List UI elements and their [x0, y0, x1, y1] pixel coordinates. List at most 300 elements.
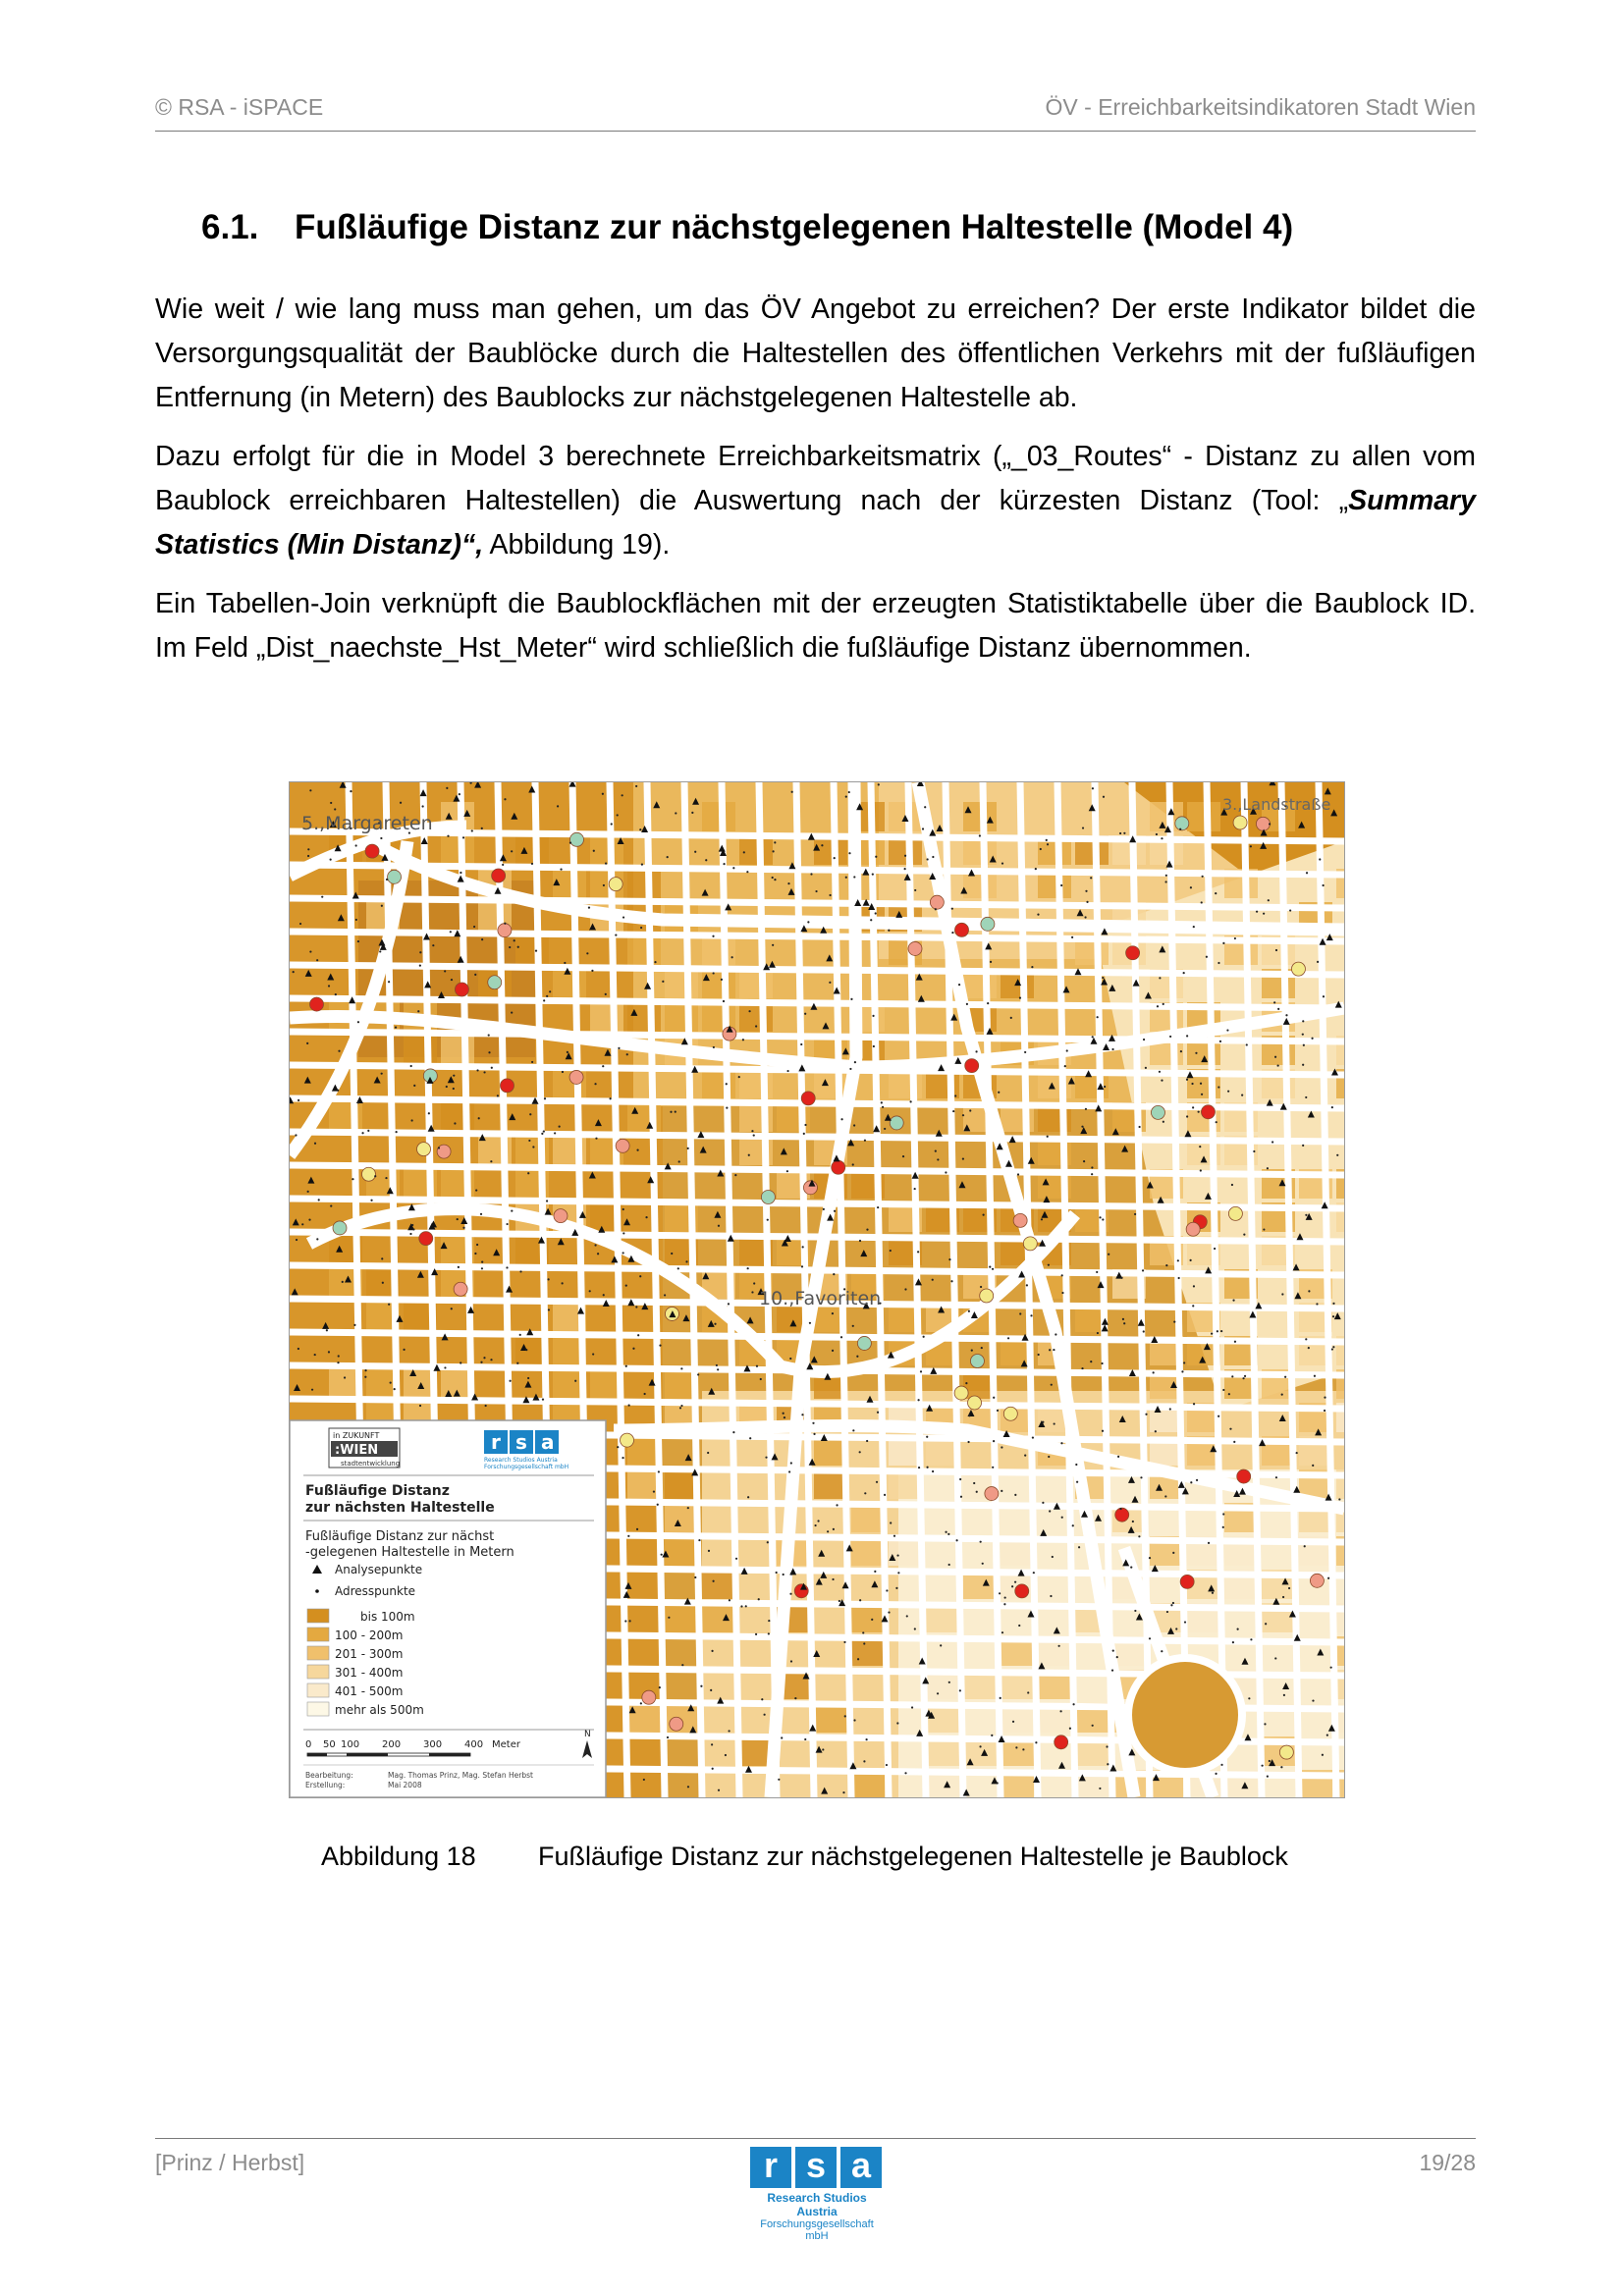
- legend-subtitle-1: Fußläufige Distanz zur nächst: [305, 1529, 495, 1544]
- address-point: [877, 1206, 879, 1208]
- address-point: [863, 1760, 865, 1762]
- address-point: [738, 1076, 740, 1078]
- address-point: [1145, 1067, 1147, 1069]
- address-point: [1324, 1397, 1325, 1399]
- address-point: [1200, 1083, 1202, 1085]
- address-point: [396, 1131, 398, 1133]
- address-point: [991, 1735, 993, 1736]
- address-point: [1051, 1384, 1053, 1386]
- address-point: [866, 1229, 868, 1231]
- address-point: [438, 1147, 440, 1148]
- address-point: [833, 1528, 835, 1530]
- map-block: [404, 1036, 437, 1065]
- address-point: [588, 907, 590, 909]
- address-point: [884, 1494, 886, 1496]
- address-point: [355, 919, 357, 921]
- address-point: [712, 1768, 714, 1770]
- address-point: [1047, 1136, 1049, 1138]
- address-point: [1303, 1044, 1305, 1046]
- address-point: [1190, 1481, 1192, 1483]
- bus-stop-marker: [1003, 1407, 1017, 1420]
- address-point: [960, 1496, 962, 1498]
- legend-swatch: [307, 1628, 329, 1641]
- bus-stop-marker: [365, 844, 379, 858]
- address-point: [446, 1086, 448, 1088]
- address-point: [1061, 1292, 1063, 1294]
- address-point: [474, 1253, 476, 1255]
- address-point: [1302, 1145, 1304, 1147]
- address-point: [321, 896, 323, 898]
- address-point: [834, 857, 836, 859]
- address-point: [873, 1045, 875, 1047]
- address-point: [726, 1083, 728, 1085]
- address-point: [1143, 1039, 1145, 1041]
- map-block: [441, 1036, 474, 1065]
- credit-value-2: Mai 2008: [388, 1781, 422, 1789]
- address-point: [923, 1336, 925, 1338]
- address-point: [1311, 1038, 1313, 1040]
- address-point: [1033, 1572, 1035, 1574]
- address-point: [480, 1362, 482, 1363]
- address-point: [821, 844, 823, 846]
- address-point: [592, 1353, 594, 1355]
- address-point: [764, 1714, 766, 1716]
- address-point: [309, 950, 311, 952]
- address-point: [832, 1350, 834, 1352]
- address-point: [1140, 1476, 1142, 1478]
- address-point: [748, 1010, 750, 1012]
- address-point: [1275, 949, 1277, 951]
- address-point: [1112, 1650, 1114, 1652]
- address-point: [403, 1349, 405, 1351]
- address-point: [595, 1138, 597, 1140]
- paragraph-2: [155, 435, 1476, 567]
- district-label-margareten: 5.,Margareten: [301, 813, 433, 834]
- address-point: [914, 889, 916, 891]
- address-point: [951, 908, 953, 910]
- address-point: [712, 1580, 714, 1582]
- address-point: [525, 1349, 527, 1351]
- address-point: [659, 1345, 661, 1347]
- legend-class-label: 201 - 300m: [335, 1647, 404, 1661]
- address-point: [992, 1268, 994, 1270]
- address-point: [1177, 1259, 1179, 1261]
- address-point: [458, 1266, 460, 1268]
- address-point: [476, 1244, 478, 1246]
- address-point: [293, 971, 295, 973]
- address-point: [593, 850, 595, 852]
- address-point: [982, 1563, 984, 1565]
- address-point: [460, 1362, 461, 1363]
- address-point: [1048, 1264, 1050, 1266]
- address-point: [1312, 1699, 1314, 1701]
- address-point: [462, 1227, 464, 1229]
- address-point: [1178, 1277, 1180, 1279]
- address-point: [950, 1280, 952, 1282]
- address-point: [884, 1128, 886, 1130]
- address-point: [962, 1114, 964, 1116]
- address-point: [854, 1061, 856, 1063]
- paragraph-1: Wie weit / wie lang muss man gehen, um das ÖV Angebot zu erreichen? Der erste Indikator bildet die Versorgungsqualität der Baublöcke durch die Haltestellen des öffentlichen Verkehrs mit der fußläufigen Entfernung (in Metern) des Baublocks zur nächstgelegenen Haltestelle ab.: [155, 294, 1476, 413]
- address-point: [412, 1228, 414, 1230]
- address-point: [382, 1282, 384, 1284]
- address-point: [1041, 1218, 1043, 1220]
- address-point: [680, 1405, 682, 1407]
- address-point: [1132, 1521, 1134, 1522]
- address-point: [574, 1380, 576, 1382]
- address-point: [979, 834, 981, 836]
- address-point: [965, 1382, 967, 1384]
- address-point: [1327, 1577, 1329, 1579]
- bus-stop-marker: [309, 997, 323, 1011]
- address-point: [625, 1285, 627, 1287]
- address-point: [1012, 1721, 1014, 1723]
- address-point: [1281, 1293, 1283, 1295]
- bus-stop-marker: [1233, 816, 1247, 829]
- address-point: [549, 990, 551, 992]
- address-point: [1215, 1773, 1217, 1775]
- address-point: [1149, 1557, 1151, 1559]
- address-point: [998, 1092, 1000, 1094]
- address-point: [529, 1113, 531, 1115]
- address-point: [1161, 1080, 1163, 1082]
- address-point: [823, 1208, 825, 1210]
- address-point: [1165, 1264, 1167, 1266]
- address-point: [509, 946, 511, 948]
- address-point: [1217, 1086, 1219, 1088]
- address-point: [444, 1366, 446, 1368]
- address-point: [542, 1399, 544, 1401]
- address-point: [1047, 843, 1049, 845]
- footer-divider: [155, 2138, 1476, 2139]
- address-point: [475, 1189, 477, 1191]
- address-point: [374, 1175, 376, 1177]
- address-point: [679, 1407, 681, 1409]
- legend-swatch: [307, 1683, 329, 1697]
- address-point: [554, 1132, 556, 1134]
- address-point: [872, 874, 874, 876]
- address-point: [644, 1393, 646, 1395]
- legend-panel: [290, 1420, 606, 1797]
- address-point: [622, 794, 623, 796]
- address-point: [1035, 1741, 1037, 1743]
- rsa-logo-a: a: [840, 2147, 882, 2188]
- address-point: [514, 939, 515, 941]
- bus-stop-marker: [890, 1116, 903, 1130]
- address-point: [952, 1110, 954, 1112]
- address-point: [444, 970, 446, 972]
- rsa-logo-line2: Forschungsgesellschaft mbH: [760, 2218, 874, 2242]
- address-point: [1186, 1079, 1188, 1081]
- address-point: [330, 1204, 332, 1206]
- address-point: [875, 912, 877, 914]
- wien-logo-sub: stadtentwicklung: [341, 1460, 401, 1468]
- address-point: [871, 1619, 873, 1621]
- map-block: [665, 1536, 698, 1566]
- address-point: [1061, 1274, 1063, 1276]
- address-point: [1090, 877, 1092, 879]
- paragraph-2-text-a: Dazu erfolgt für die in Model 3 berechnete Erreichbarkeitsmatrix („_03_Routes“ - Distanz zu allen vom Baublock erreichbaren Haltestellen) die Auswertung nach der kürzesten Distanz (Tool: „: [155, 441, 1476, 516]
- bus-stop-marker: [1237, 1469, 1251, 1483]
- address-point: [483, 1071, 485, 1073]
- address-point: [1153, 1371, 1155, 1373]
- address-point: [904, 868, 906, 870]
- address-point: [1058, 1645, 1060, 1647]
- address-point: [713, 972, 715, 974]
- address-point: [917, 1399, 919, 1401]
- address-point: [543, 999, 545, 1001]
- bus-stop-marker: [1115, 1508, 1129, 1522]
- address-point: [535, 949, 537, 951]
- address-point: [947, 1533, 949, 1535]
- address-point: [968, 1415, 970, 1416]
- address-point: [605, 993, 607, 995]
- address-point: [751, 1130, 753, 1132]
- address-point: [1123, 1322, 1125, 1324]
- address-point: [318, 1199, 320, 1201]
- address-point: [1308, 1347, 1310, 1349]
- address-point: [1274, 1657, 1276, 1659]
- address-point: [597, 1253, 599, 1255]
- bus-stop-marker: [1013, 1213, 1027, 1227]
- address-point: [1250, 1638, 1252, 1640]
- legend-rsa-a: a: [541, 1430, 555, 1454]
- address-point: [697, 1373, 699, 1375]
- bus-stop-marker: [419, 1232, 433, 1246]
- address-point: [602, 1065, 604, 1067]
- scale-tick-100: 100: [341, 1739, 360, 1750]
- address-point: [904, 855, 906, 857]
- address-point: [1199, 1146, 1201, 1148]
- address-point: [776, 1572, 778, 1574]
- address-point: [1053, 1349, 1055, 1351]
- address-point: [975, 1050, 977, 1052]
- address-point: [419, 951, 421, 953]
- address-point: [1026, 1284, 1028, 1286]
- address-point: [787, 882, 789, 884]
- address-point: [966, 1003, 968, 1005]
- address-point: [1099, 1216, 1101, 1218]
- address-point: [1193, 1285, 1195, 1287]
- address-point: [1138, 1535, 1140, 1537]
- address-point: [735, 1558, 737, 1560]
- address-point: [1234, 937, 1236, 939]
- rsa-logo-boxes: [750, 2147, 884, 2188]
- bus-stop-marker: [1055, 1735, 1068, 1749]
- address-point: [840, 1336, 842, 1338]
- address-point: [1072, 1703, 1074, 1705]
- address-point: [1242, 1377, 1244, 1379]
- scale-tick-300: 300: [423, 1739, 443, 1750]
- address-point: [1222, 942, 1224, 944]
- address-point: [1332, 1315, 1334, 1317]
- paragraph-3: Ein Tabellen-Join verknüpft die Baublockflächen mit der erzeugten Statistiktabelle über die Baublock ID. Im Feld „Dist_naechste_Hst_Meter“ wird schließlich die fußläufige Distanz übernommen.: [155, 588, 1476, 664]
- bus-stop-marker: [609, 878, 622, 891]
- address-point: [485, 1405, 487, 1407]
- address-point: [611, 823, 613, 825]
- address-point: [1175, 1628, 1177, 1629]
- address-point: [640, 927, 642, 929]
- address-point: [1172, 1602, 1174, 1604]
- address-point: [844, 1715, 846, 1717]
- address-point: [1296, 1452, 1298, 1454]
- address-point: [379, 950, 381, 952]
- address-point: [888, 1611, 890, 1613]
- address-point: [1111, 1048, 1113, 1050]
- address-point: [1269, 823, 1271, 825]
- address-point: [886, 1764, 888, 1766]
- address-point: [1086, 901, 1088, 903]
- address-point: [848, 852, 850, 854]
- address-point: [659, 1686, 661, 1688]
- address-point: [717, 1368, 719, 1370]
- address-point: [589, 1290, 591, 1292]
- address-point: [1040, 848, 1042, 850]
- address-point: [364, 1376, 366, 1378]
- address-point: [1232, 1299, 1234, 1301]
- address-point: [1072, 1524, 1074, 1526]
- address-point: [1060, 1442, 1062, 1444]
- address-point: [381, 905, 383, 907]
- address-point: [1280, 1766, 1282, 1768]
- address-point: [357, 1101, 359, 1103]
- address-point: [999, 1592, 1001, 1594]
- address-point: [390, 1382, 392, 1384]
- bus-stop-marker: [437, 1145, 451, 1158]
- map-block: [702, 935, 735, 965]
- address-point: [1082, 827, 1084, 828]
- address-point: [1091, 1166, 1093, 1168]
- legend-class-label: 301 - 400m: [335, 1666, 404, 1680]
- address-point: [342, 1281, 344, 1283]
- address-point: [1243, 1234, 1245, 1236]
- address-point: [731, 956, 733, 958]
- address-point: [1064, 1065, 1066, 1067]
- address-point: [1193, 1403, 1195, 1405]
- address-point: [772, 877, 774, 879]
- address-point: [1208, 1542, 1210, 1544]
- address-point: [813, 1433, 815, 1435]
- address-point: [385, 1177, 387, 1179]
- address-point: [1042, 1421, 1044, 1423]
- address-point: [1143, 1330, 1145, 1332]
- legend-swatch: [307, 1665, 329, 1679]
- address-point: [511, 1011, 513, 1013]
- address-point: [1122, 1318, 1124, 1320]
- legend-rsa-s: s: [515, 1430, 527, 1454]
- address-point: [927, 858, 929, 860]
- address-point: [897, 1572, 899, 1574]
- address-point: [1119, 1508, 1121, 1510]
- bus-stop-marker: [1291, 962, 1305, 976]
- address-point: [728, 1303, 730, 1305]
- address-point: [306, 1042, 308, 1044]
- address-point: [945, 1531, 947, 1533]
- address-point: [840, 1118, 842, 1120]
- address-point: [1220, 1330, 1222, 1332]
- address-point: [602, 793, 604, 795]
- address-point: [728, 1730, 730, 1732]
- address-point: [1275, 1476, 1277, 1478]
- address-point: [1149, 1637, 1151, 1639]
- address-point: [958, 984, 960, 986]
- address-point: [1237, 1629, 1239, 1630]
- address-point: [767, 1541, 769, 1543]
- address-point: [632, 1348, 634, 1350]
- address-point: [1161, 1650, 1163, 1652]
- address-point: [394, 1388, 396, 1390]
- address-point: [732, 1431, 734, 1433]
- address-point: [1001, 862, 1003, 864]
- legend-class-label: 401 - 500m: [335, 1684, 404, 1698]
- address-point: [1263, 1228, 1265, 1230]
- address-point: [307, 855, 309, 857]
- address-point: [1284, 1376, 1286, 1378]
- address-point: [781, 1736, 783, 1738]
- address-point: [1161, 837, 1163, 839]
- address-point: [510, 1380, 512, 1382]
- rsa-logo: [750, 2147, 884, 2242]
- address-point: [622, 1252, 624, 1254]
- address-point: [687, 1786, 689, 1788]
- address-point: [862, 1631, 864, 1633]
- address-point: [361, 1132, 363, 1134]
- address-point: [1092, 1725, 1094, 1727]
- address-point: [1206, 956, 1208, 958]
- address-point: [328, 985, 330, 987]
- address-point: [1138, 1126, 1140, 1128]
- address-point: [1233, 1441, 1235, 1443]
- address-point: [1164, 1495, 1166, 1497]
- address-point: [353, 1324, 355, 1326]
- address-point: [708, 1550, 710, 1552]
- address-point: [836, 1504, 838, 1506]
- address-point: [622, 916, 624, 918]
- address-point: [1061, 1517, 1063, 1519]
- address-point: [1031, 966, 1033, 968]
- address-point: [857, 1658, 859, 1660]
- section-title: Fußläufige Distanz zur nächstgelegenen Haltestelle (Model 4): [295, 208, 1294, 246]
- address-point: [1169, 1036, 1171, 1038]
- address-point: [662, 981, 664, 983]
- address-point: [932, 1470, 934, 1472]
- address-point: [740, 1605, 742, 1607]
- address-point: [636, 1148, 638, 1150]
- address-point: [457, 1218, 459, 1220]
- address-point: [848, 791, 850, 793]
- address-point: [804, 1124, 806, 1126]
- bus-stop-marker: [616, 1139, 629, 1152]
- address-point: [822, 1748, 824, 1750]
- address-point: [1323, 995, 1325, 997]
- address-point: [1030, 1314, 1032, 1316]
- legend-title-2: zur nächsten Haltestelle: [305, 1500, 495, 1516]
- address-point: [1024, 1454, 1026, 1456]
- map-block: [441, 835, 474, 865]
- address-point: [658, 1470, 660, 1472]
- map-roundabout: [1128, 1658, 1242, 1772]
- address-point: [1312, 1465, 1314, 1467]
- address-point: [815, 890, 817, 892]
- address-point: [1106, 1745, 1108, 1747]
- address-point: [969, 1109, 971, 1111]
- address-point: [1308, 1290, 1310, 1292]
- address-point: [1322, 1754, 1324, 1756]
- address-point: [748, 1154, 750, 1156]
- bus-stop-marker: [362, 1167, 376, 1181]
- legend-rsa-line2: Forschungsgesellschaft mbH: [484, 1464, 569, 1470]
- bus-stop-marker: [1151, 1105, 1164, 1119]
